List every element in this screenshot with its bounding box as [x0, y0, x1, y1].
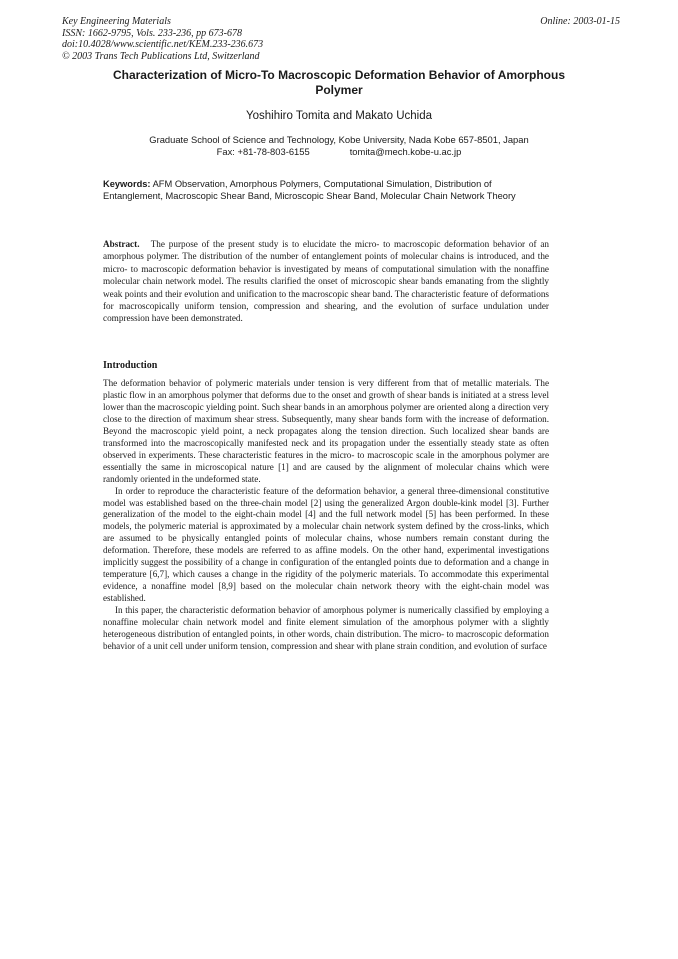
affiliation — [100, 134, 578, 158]
copyright-line: © 2003 Trans Tech Publications Ltd, Switzerland — [62, 50, 260, 62]
introduction-body — [103, 378, 549, 653]
paragraph: In this paper, the characteristic deformation behavior of amorphous polymer is numerically classified by employing a nonaffine molecular chain network model and finite element simulation of the amorphous polymer with a slightly heterogeneous distribution of entangled points, in other words, chain distribution. The micro- to macroscopic deformation behavior of a unit cell under uniform tension, compression and shear with plane strain condition, and evolution of surface — [103, 605, 549, 651]
online-date: Online: 2003-01-15 — [540, 16, 620, 27]
issn-line: ISSN: 1662-9795, Vols. 233-236, pp 673-678 — [62, 27, 242, 39]
affiliation-address: Graduate School of Science and Technology, Kobe University, Nada Kobe 657-8501, Japan — [149, 134, 529, 145]
journal-name: Key Engineering Materials — [62, 16, 171, 27]
paragraph: The deformation behavior of polymeric materials under tension is very different from that of metallic materials. The plastic flow in an amorphous polymer that deforms due to the onset and growth of shear bands is initiated at a stress level lower than the macroscopic yielding point. Such shear bands in an amorphous polymer are oriented along a direction very close to the direction of maximum shear stress. Subsequently, many shear bands form with the increase of deformation. Beyond the macroscopic yield point, a neck propagates along the tension direction. Such localized shear bands are transformed into the macroscopically manifested neck and its propagation under the essentially steady state as often observed in experiments. These characteristic features in the micro- to macroscopic scale in the amorphous polymer are essentially the same in microscopical nature [1] and are caused by the alignment of molecular chains which were randomly oriented in the undeformed state. — [103, 378, 549, 484]
authors: Yoshihiro Tomita and Makato Uchida — [245, 110, 433, 122]
journal-header — [62, 16, 620, 62]
paper-title: Characterization of Micro-To Macroscopic Deformation Behavior of Amorphous Polymer — [112, 68, 566, 97]
keywords — [103, 178, 543, 202]
email-address: tomita@mech.kobe-u.ac.jp — [349, 146, 462, 157]
abstract — [103, 238, 549, 325]
affiliation-contact — [100, 146, 578, 158]
abstract-text: The purpose of the present study is to elucidate the micro- to macroscopic deformation behavior of an amorphous polymer. The distribution of the number of entanglement points of molecular chains is introduced, and the micro- to macroscopic deformation behavior is investigated by means of computational simulation with the nonaffine molecular chain network model. The results clarified the onset of microscopic shear bands emanating from the slightly weak points and their evolution and unification to the macroscopic shear band. The characteristic feature of deformations for macroscopically uniform tension, compression and shearing, and the evolution of surface undulation under compression have been demonstrated. — [103, 239, 549, 324]
doi-line: doi:10.4028/www.scientific.net/KEM.233-236.673 — [62, 39, 264, 50]
keywords-text: AFM Observation, Amorphous Polymers, Computational Simulation, Distribution of Entanglement, Macroscopic Shear Band, Microscopic Shear Band, Molecular Chain Network Theory — [103, 179, 516, 202]
section-heading-introduction: Introduction — [103, 360, 158, 371]
paragraph: In order to reproduce the characteristic feature of the deformation behavior, a general three-dimensional constitutive model was established based on the three-chain model [2] using the generalized Argon double-kink model [3]. Further generalization of the model to the eight-chain model [4] and the full network model [5] has been performed. In these models, the polymeric material is approximated by a molecular chain network system defined by the cross-links, which are assumed to be physically entangled points of molecular chains, whose numbers remain constant during the deformation. Therefore, these models are referred to as affine models. On the other hand, experimental investigations implicitly suggest the possibility of a change in configuration of the entangled points due to deformation and a change in temperature [6,7], which causes a change in the rigidity of the polymeric materials. To accommodate this experimental evidence, a nonaffine model [8,9] based on the molecular chain network theory with the eight-chain model was established. — [103, 485, 549, 604]
fax-number: Fax: +81-78-803-6155 — [216, 146, 310, 157]
keywords-label: Keywords: — [103, 179, 151, 189]
abstract-label: Abstract. — [103, 239, 140, 249]
